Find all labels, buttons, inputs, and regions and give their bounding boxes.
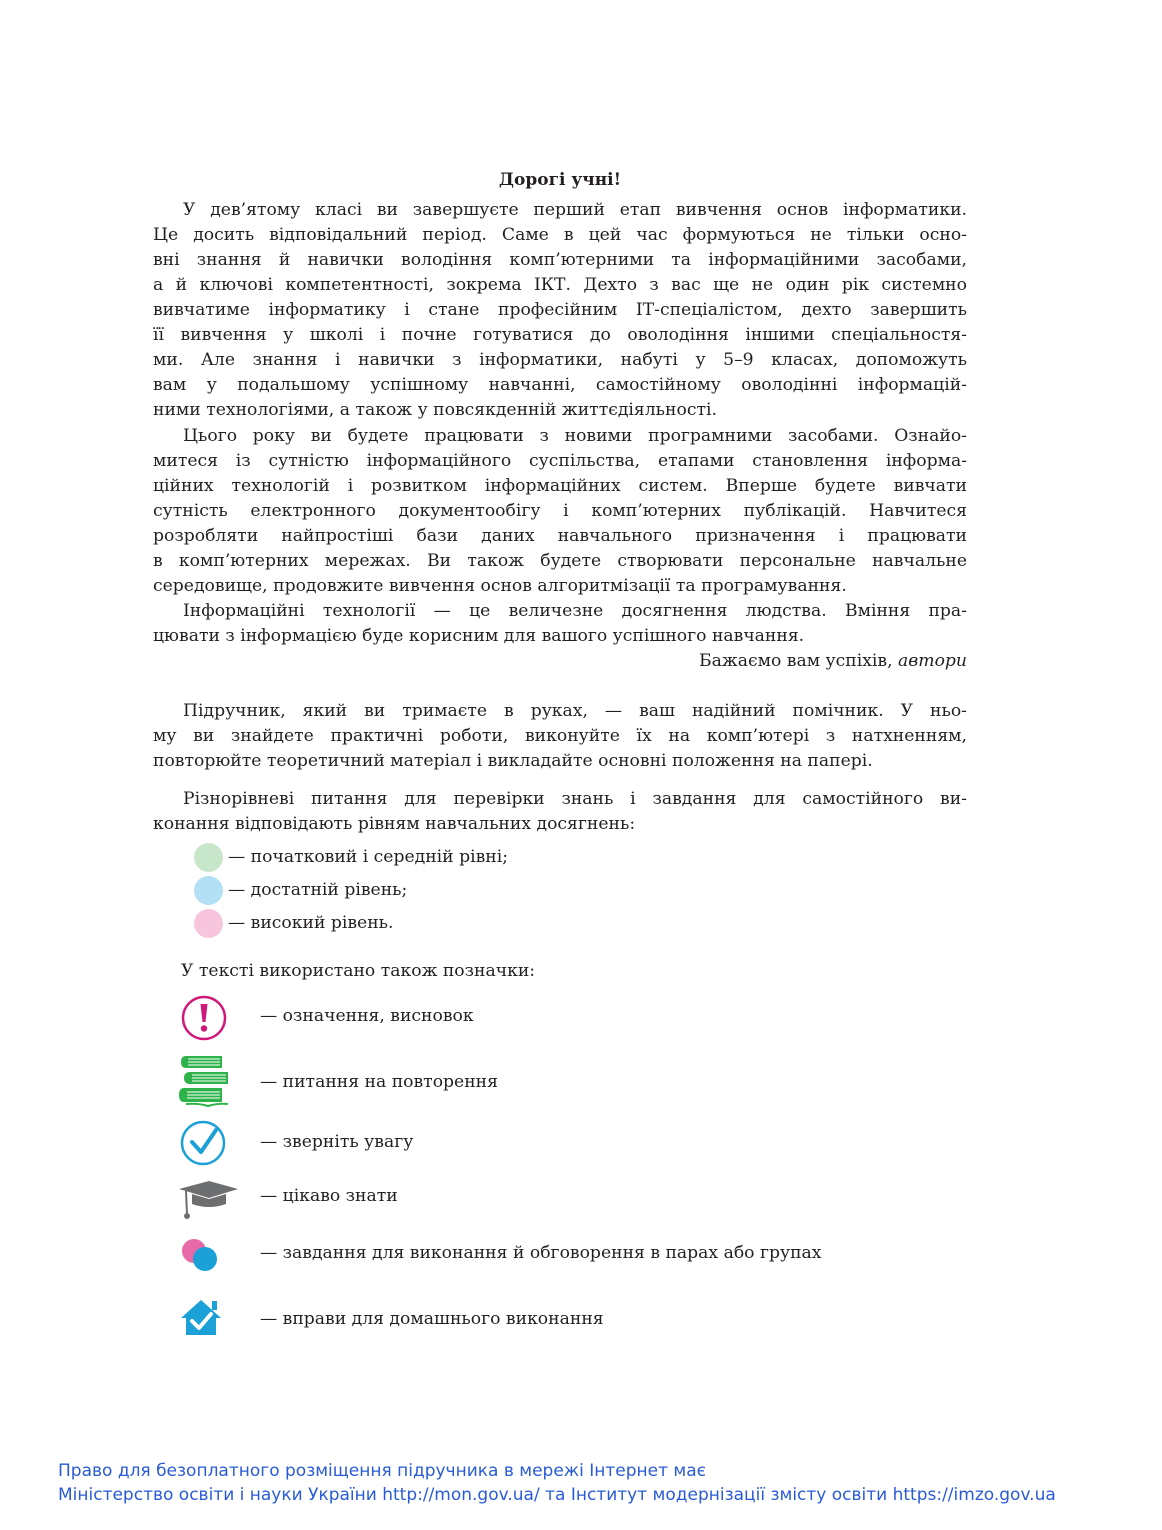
symbol-label: — означення, висновок bbox=[260, 1006, 474, 1026]
signature-text: Бажаємо вам успіхів, bbox=[699, 651, 899, 671]
symbol-label: — завдання для виконання й обговорення в парах або групах bbox=[260, 1243, 822, 1263]
text-line: її вивчення у школі і почне готуватися до оволодіння іншими спеціальностя- bbox=[153, 325, 967, 345]
text-line: цювати з інформацією буде корисним для вашого успішного навчання. bbox=[153, 626, 805, 646]
symbol-definition bbox=[178, 992, 978, 1048]
text-line: Підручник, який ви тримаєте в руках, — ваш надійний помічник. У ньо- bbox=[183, 701, 967, 721]
text-line: митеся із сутністю інформаційного суспільства, етапами становлення інформа- bbox=[153, 451, 967, 471]
symbol-homework bbox=[178, 1297, 978, 1353]
text-line: Різнорівневі питання для перевірки знань і завдання для самостійного ви- bbox=[183, 789, 967, 809]
blue-dot-icon bbox=[194, 876, 223, 905]
text-line: У дев’ятому класі ви завершуєте перший етап вивчення основ інформатики. bbox=[183, 200, 967, 220]
symbol-label: — цікаво знати bbox=[260, 1186, 398, 1206]
books-icon bbox=[178, 1054, 238, 1110]
symbol-group-work bbox=[178, 1234, 978, 1290]
text-line: середовище, продовжите вивчення основ алгоритмізації та програмування. bbox=[153, 576, 847, 596]
text-line: ційних технологій і розвитком інформаційних систем. Вперше будете вивчати bbox=[153, 476, 967, 496]
text-line: ними технологіями, а також у повсякденній життєдіяльності. bbox=[153, 400, 717, 420]
symbols-intro: У тексті використано також позначки: bbox=[181, 961, 536, 981]
text-line: ми. Але знання і навички з інформатики, набуті у 5–9 класах, допоможуть bbox=[153, 350, 967, 370]
text-line: а й ключові компетентності, зокрема ІКТ. Дехто з вас ще не один рік системно bbox=[153, 275, 967, 295]
paragraph-it bbox=[153, 599, 967, 649]
text-line: вам у подальшому успішному навчанні, самостійному оволодінні інформацій- bbox=[153, 375, 967, 395]
green-dot-icon bbox=[194, 843, 223, 872]
text-line: в комп’ютерних мережах. Ви також будете створювати персональне навчальне bbox=[153, 551, 967, 571]
level-label: — високий рівень. bbox=[228, 913, 394, 933]
text-line: вивчатиме інформатику і стане професійним ІТ-спеціалістом, дехто завершить bbox=[153, 300, 967, 320]
symbol-interesting bbox=[178, 1180, 978, 1236]
symbol-attention bbox=[178, 1118, 978, 1174]
graduation-cap-icon bbox=[178, 1180, 238, 1236]
check-circle-icon bbox=[178, 1118, 238, 1174]
symbol-review bbox=[178, 1054, 978, 1110]
text-line: розробляти найпростіші бази даних навчального призначення і працювати bbox=[153, 526, 967, 546]
page-heading: Дорогі учні! bbox=[498, 170, 622, 190]
paragraph-intro bbox=[153, 198, 967, 423]
footer-ministry-line: Міністерство освіти і науки України http://mon.gov.ua/ та Інститут модернізації змісту освіти https://imzo.gov.ua bbox=[58, 1485, 1056, 1505]
text-line: Інформаційні технології — це величезне досягнення людства. Вміння пра- bbox=[183, 601, 967, 621]
exclamation-circle-icon bbox=[178, 992, 238, 1048]
text-line: Це досить відповідальний період. Саме в цей час формуються не тільки осно- bbox=[153, 225, 967, 245]
text-line: Цього року ви будете працювати з новими програмними засобами. Ознайо- bbox=[183, 426, 967, 446]
text-line: повторюйте теоретичний матеріал і викладайте основні положення на папері. bbox=[153, 751, 873, 771]
level-legend-basic bbox=[194, 842, 508, 872]
pair-circles-icon bbox=[178, 1234, 238, 1290]
level-legend-sufficient bbox=[194, 875, 407, 905]
symbol-label: — вправи для домашнього виконання bbox=[260, 1309, 604, 1329]
paragraph-textbook bbox=[153, 699, 967, 774]
level-label: — початковий і середній рівні; bbox=[228, 847, 509, 867]
symbol-label: — питання на повторення bbox=[260, 1072, 498, 1092]
house-check-icon bbox=[178, 1297, 238, 1353]
signature bbox=[153, 649, 967, 674]
level-label: — достатній рівень; bbox=[228, 880, 408, 900]
text-line: сутність електронного документообігу і комп’ютерних публікацій. Навчитеся bbox=[153, 501, 967, 521]
pink-dot-icon bbox=[194, 909, 223, 938]
text-line: конання відповідають рівням навчальних досягнень: bbox=[153, 814, 636, 834]
level-legend-high bbox=[194, 908, 394, 938]
paragraph-this-year bbox=[153, 424, 967, 599]
paragraph-levels bbox=[153, 787, 967, 837]
text-line: му ви знайдете практичні роботи, виконуйте їх на комп’ютері з натхненням, bbox=[153, 726, 967, 746]
text-line: вні знання й навички володіння комп’ютерними та інформаційними засобами, bbox=[153, 250, 967, 270]
footer-rights-line: Право для безоплатного розміщення підручника в мережі Інтернет має bbox=[58, 1461, 706, 1481]
signature-authors: автори bbox=[898, 651, 967, 671]
symbol-label: — зверніть увагу bbox=[260, 1132, 414, 1152]
